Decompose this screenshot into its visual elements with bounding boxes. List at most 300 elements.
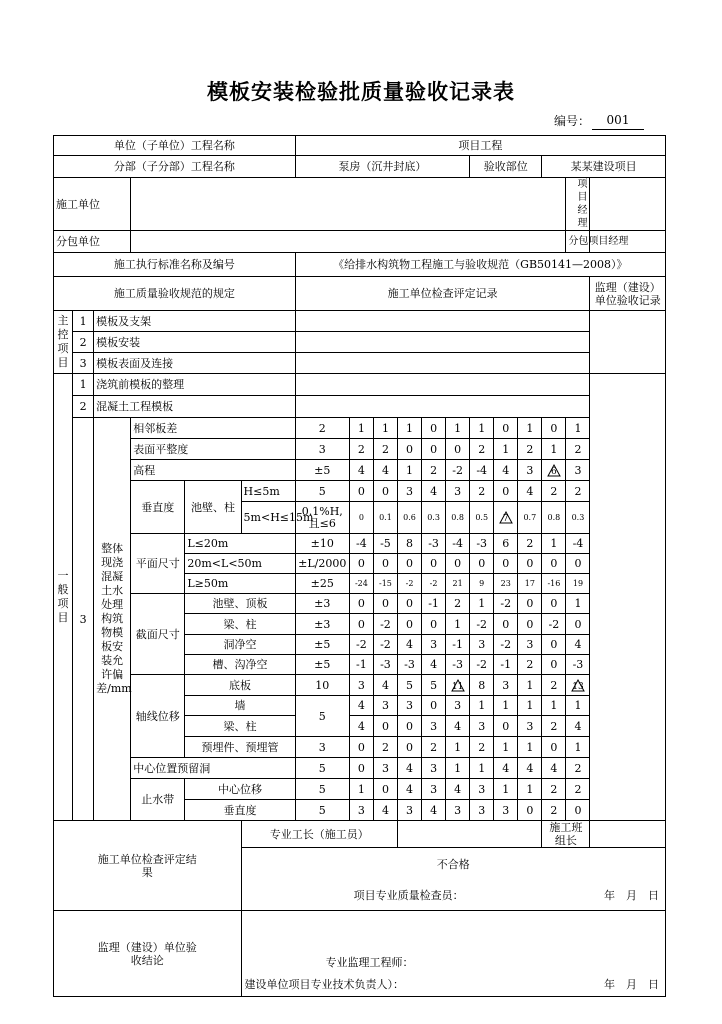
measured-value[interactable]: 0.7 [518,502,542,534]
measured-value[interactable]: 0.6 [397,502,421,534]
allowed-deviation: 3 [295,439,349,460]
measured-value[interactable]: 2 [566,439,590,460]
measured-value[interactable]: 1 [518,737,542,758]
measured-value[interactable]: -1 [422,594,446,614]
measured-value[interactable]: 4 [422,481,446,502]
unit-project-value[interactable]: 项目工程 [295,136,665,156]
measured-value[interactable]: 3 [422,779,446,800]
measured-value[interactable]: 2 [566,758,590,779]
measured-value[interactable]: 3 [518,460,542,481]
contractor-record-cell[interactable] [295,353,590,374]
serial-label: 编号： [554,114,591,128]
measured-value[interactable]: 0 [542,594,566,614]
measured-value[interactable]: 3 [518,635,542,655]
measured-value[interactable]: 0 [397,439,421,460]
measured-value[interactable]: 3 [446,696,470,716]
measured-value[interactable]: 4 [566,716,590,737]
measured-value[interactable]: 0 [422,696,446,716]
measured-value[interactable]: 0 [373,594,397,614]
supervisor-result-label: 监理（建设）单位验收结论 [54,911,242,997]
measured-value[interactable]: 4 [446,779,470,800]
quality-inspector-label: 项目专业质量检查员： [241,882,518,911]
measured-value[interactable]: 1 [518,779,542,800]
measured-value[interactable]: 0 [349,481,373,502]
acceptance-part-value[interactable]: 某某建设项目 [542,156,666,178]
owner-tech-lead-label: 建设单位项目专业技术负责人）： [241,973,518,997]
measured-value[interactable]: 1 [566,418,590,439]
project-manager-value[interactable] [590,178,666,231]
measured-value[interactable]: 3 [494,675,518,696]
measured-value[interactable]: 3 [422,716,446,737]
tolerance-item: L≤20m [185,534,295,554]
group-label: 垂直度 [131,481,185,534]
measured-value[interactable]: 0 [397,554,421,574]
measured-value[interactable]: 0.5 [470,502,494,534]
supervisor-conclusion[interactable] [241,911,665,953]
measured-value[interactable]: 0 [518,594,542,614]
page-title: 模板安装检验批质量验收记录表 [207,79,515,104]
measured-value[interactable]: 3 [494,800,518,821]
sub-project-value[interactable]: 泵房（沉井封底） [295,156,469,178]
measured-value[interactable]: 4 [494,758,518,779]
general-row [54,374,666,396]
measured-value[interactable]: 0 [542,418,566,439]
tolerance-item: 20m<L<50m [185,554,295,574]
allowed-deviation: ±5 [295,460,349,481]
measured-value[interactable]: 3 [470,779,494,800]
measured-value[interactable]: 2 [422,460,446,481]
measured-value[interactable]: -4 [566,534,590,554]
measured-value[interactable]: 0 [566,554,590,574]
measured-value[interactable]: 1 [494,737,518,758]
contractor-record-header: 施工单位检查评定记录 [295,277,590,311]
measured-value[interactable]: 4 [373,675,397,696]
measured-value[interactable]: 1 [446,737,470,758]
sub-project-row [54,156,666,178]
tolerance-item: 梁、柱 [185,614,295,635]
item-number: 1 [73,311,94,332]
measured-value[interactable]: 0 [542,737,566,758]
tolerance-item: 池壁、顶板 [185,594,295,614]
measured-value[interactable]: -15 [373,574,397,594]
measured-value[interactable]: 0 [566,800,590,821]
measured-value[interactable]: 3 [470,635,494,655]
measured-value[interactable]: -5 [373,534,397,554]
team-leader-value[interactable] [590,821,666,848]
measured-value[interactable]: -2 [542,614,566,635]
measured-value[interactable]: 0 [373,481,397,502]
measured-value[interactable]: 3 [566,460,590,481]
measured-value[interactable]: 1 [494,696,518,716]
evaluation-result[interactable]: 不合格 [241,848,665,882]
supervisor-record-header: 监理（建设）单位验收记录 [590,277,666,311]
tolerance-item: 墙 [185,696,295,716]
measured-value[interactable]: 2 [542,481,566,502]
measured-value[interactable]: -1 [446,635,470,655]
subcontractor-value[interactable] [131,231,566,253]
construction-unit-label: 施工单位 [54,178,131,231]
measured-value[interactable]: 0.3 [566,502,590,534]
general-row [54,396,666,418]
flag-triangle-icon: 11 [451,681,464,692]
measured-value[interactable]: 4 [494,460,518,481]
measured-value[interactable]: 4 [518,758,542,779]
contractor-record-cell[interactable] [295,396,590,418]
measured-value[interactable]: 0 [446,439,470,460]
allowed-deviation: 5 [295,481,349,502]
main-control-row [54,353,666,374]
standard-label: 施工执行标准名称及编号 [54,253,296,277]
measured-value[interactable]: 23 [494,574,518,594]
measured-value[interactable]: 0 [373,779,397,800]
measured-value[interactable]: 4 [349,696,373,716]
measured-value[interactable]: -24 [349,574,373,594]
measured-value[interactable]: 0 [397,737,421,758]
item-number: 3 [73,418,94,821]
measured-value[interactable]: -4 [349,534,373,554]
measured-value[interactable]: 4 [422,655,446,675]
measured-value[interactable]: 0 [566,614,590,635]
foreman-value[interactable] [397,821,541,848]
standard-value[interactable]: 《给排水构筑物工程施工与验收规范（GB50141—2008）》 [295,253,665,277]
allowed-deviation: ±3 [295,594,349,614]
measured-value[interactable]: 4 [566,635,590,655]
measured-value[interactable]: 0 [397,716,421,737]
measured-value[interactable]: 5 [397,675,421,696]
measured-value[interactable] [494,502,518,534]
measured-value[interactable]: 2 [422,737,446,758]
general-label: 一般项目 [54,374,73,821]
measured-value[interactable]: 1 [542,534,566,554]
measured-value[interactable]: 3 [397,800,421,821]
measured-value[interactable]: 3 [373,696,397,716]
measured-value[interactable]: 2 [373,439,397,460]
measured-value[interactable]: 17 [518,574,542,594]
group-label: 轴线位移 [131,675,185,758]
sub-project-label: 分部（子分部）工程名称 [54,156,296,178]
main-control-row [54,311,666,332]
tolerance-item: 梁、柱 [185,716,295,737]
measured-value[interactable]: 4 [518,481,542,502]
measured-value[interactable]: 0 [494,418,518,439]
measured-value[interactable]: 0 [349,758,373,779]
measured-value[interactable]: 2 [470,439,494,460]
measured-value[interactable]: 1 [494,779,518,800]
measured-value[interactable]: 3 [470,716,494,737]
measured-value[interactable]: 0 [494,554,518,574]
item-number: 2 [73,332,94,353]
measured-value[interactable]: 1 [518,418,542,439]
measured-value[interactable]: 0 [373,554,397,574]
measured-value[interactable]: 4 [373,460,397,481]
measured-value[interactable]: -1 [349,655,373,675]
measured-value[interactable]: -2 [349,635,373,655]
measured-value[interactable]: -2 [470,655,494,675]
measured-value[interactable]: 0 [494,614,518,635]
measured-value[interactable]: 19 [566,574,590,594]
unit-project-row [54,136,666,156]
measured-value[interactable]: 2 [446,594,470,614]
allowed-deviation: 5 [295,696,349,737]
measured-value[interactable]: 4 [397,758,421,779]
construction-unit-row [54,178,666,231]
tolerance-item: 表面平整度 [131,439,295,460]
measured-value[interactable]: 1 [470,594,494,614]
measured-value[interactable]: 2 [373,737,397,758]
supervisor-record-cell[interactable] [590,311,666,374]
measured-value[interactable]: 0 [542,655,566,675]
tolerance-row [54,675,666,696]
measured-value[interactable]: -2 [494,635,518,655]
measured-value[interactable]: 1 [470,758,494,779]
measured-value[interactable]: 1 [518,696,542,716]
main-control-item-name: 模板及支架 [94,311,296,332]
supervisor-record-cell[interactable] [590,374,666,821]
measured-value[interactable]: 1 [446,418,470,439]
measured-value[interactable]: 1 [446,614,470,635]
group-label: 平面尺寸 [131,534,185,594]
measured-value[interactable]: 4 [542,758,566,779]
tolerance-row [54,534,666,554]
measured-value[interactable]: 2 [349,439,373,460]
measured-value[interactable]: 0 [397,614,421,635]
measured-value[interactable]: -16 [542,574,566,594]
measured-value[interactable]: 0.1 [373,502,397,534]
measured-value[interactable]: 3 [422,758,446,779]
measured-value[interactable]: 5 [422,675,446,696]
measured-value[interactable]: 2 [542,779,566,800]
supervisor-result-row [54,911,666,953]
project-manager-label: 项目经理 [566,178,590,231]
measured-value[interactable]: -2 [422,574,446,594]
measured-value[interactable]: -2 [373,614,397,635]
measured-value[interactable]: 2 [542,675,566,696]
measured-value[interactable]: 0 [470,554,494,574]
general-item-name: 浇筑前模板的整理 [94,374,296,396]
measured-value[interactable]: 3 [349,800,373,821]
tolerance-row [54,460,666,481]
measured-value[interactable]: 21 [446,574,470,594]
date-label: 年 月 日 [518,973,666,997]
measured-value[interactable]: 3 [446,800,470,821]
measured-value[interactable] [446,675,470,696]
measured-value[interactable]: 3 [470,800,494,821]
measured-value[interactable]: 3 [373,758,397,779]
measured-value[interactable]: 8 [397,534,421,554]
measured-value[interactable]: 4 [446,716,470,737]
measured-value[interactable]: 1 [470,418,494,439]
measured-value[interactable]: 4 [349,716,373,737]
tolerance-item: 洞净空 [185,635,295,655]
allowed-deviation: 5 [295,800,349,821]
subcontractor-row [54,231,666,253]
tolerance-row [54,594,666,614]
measured-value[interactable]: 0 [494,481,518,502]
measured-value[interactable]: 1 [397,418,421,439]
measured-value[interactable] [542,460,566,481]
measured-value[interactable]: -2 [373,635,397,655]
measured-value[interactable]: 4 [422,800,446,821]
measured-value[interactable]: 2 [470,737,494,758]
measured-value[interactable]: 4 [373,800,397,821]
date-label: 年 月 日 [518,882,666,911]
measured-value[interactable]: 2 [542,800,566,821]
contractor-result-label: 施工单位检查评定结果 [54,821,242,911]
measured-value[interactable]: 0 [494,716,518,737]
measured-value[interactable]: 2 [518,655,542,675]
measured-value[interactable]: 0 [349,502,373,534]
serial-value: 001 [592,112,644,130]
allowed-deviation: 0.1%H,且≤6 [295,502,349,534]
tolerance-item: 槽、沟净空 [185,655,295,675]
allowed-deviation: ±25 [295,574,349,594]
standard-row [54,253,666,277]
supervising-engineer-label: 专业监理工程师： [241,953,665,973]
measured-value[interactable]: 0 [446,554,470,574]
measured-value[interactable]: -4 [470,460,494,481]
measured-value[interactable]: -4 [446,534,470,554]
measured-value[interactable]: 1 [349,418,373,439]
measured-value[interactable]: 3 [422,635,446,655]
allowed-deviation: ±5 [295,655,349,675]
allowed-deviation: 3 [295,737,349,758]
measured-value[interactable]: 1 [542,439,566,460]
allowed-deviation: 10 [295,675,349,696]
item-number: 3 [73,353,94,374]
measured-value[interactable]: 0.8 [542,502,566,534]
tolerance-item: 中心位置预留洞 [131,758,295,779]
measured-value[interactable]: 1 [494,439,518,460]
measured-value[interactable]: 2 [470,481,494,502]
contractor-record-cell[interactable] [295,374,590,396]
item-number: 1 [73,374,94,396]
sub-project-manager-label: 分包项目经理 [566,231,590,253]
measured-value[interactable]: 0.3 [422,502,446,534]
construction-unit-value[interactable] [131,178,566,231]
measured-value[interactable]: 0 [422,554,446,574]
measured-value[interactable]: 1 [397,460,421,481]
measured-value[interactable]: 0 [349,594,373,614]
measured-value[interactable]: 0 [422,439,446,460]
measured-value[interactable]: -3 [373,655,397,675]
contractor-record-cell[interactable] [295,332,590,353]
measured-value[interactable]: 4 [397,779,421,800]
measured-value[interactable]: 1 [566,737,590,758]
measured-value[interactable]: 0 [542,554,566,574]
measured-value[interactable]: 0 [349,614,373,635]
tolerance-item: 相邻板差 [131,418,295,439]
group-label: 池壁、柱 [185,481,241,534]
measured-value[interactable]: 3 [446,481,470,502]
measured-value[interactable]: 1 [349,779,373,800]
spec-column-header: 施工质量验收规范的规定 [54,277,296,311]
tolerance-item: 底板 [185,675,295,696]
tolerance-item: 预埋件、预埋管 [185,737,295,758]
measured-value[interactable]: 0 [422,418,446,439]
measured-value[interactable]: 1 [470,696,494,716]
main-control-label: 主控项目 [54,311,73,374]
measured-value[interactable]: 0 [349,554,373,574]
acceptance-part-label: 验收部位 [470,156,542,178]
measured-value[interactable]: 4 [349,460,373,481]
contractor-record-cell[interactable] [295,311,590,332]
foreman-label: 专业工长（施工员） [241,821,397,848]
measured-value[interactable]: 2 [566,779,590,800]
flag-triangle-icon: 13 [572,681,584,692]
measured-value[interactable]: -3 [566,655,590,675]
measured-value[interactable]: -3 [397,655,421,675]
measured-value[interactable]: -3 [470,534,494,554]
allowed-deviation: ±5 [295,635,349,655]
group-label: 止水带 [131,779,185,821]
allowed-deviation: ±L/2000 [295,554,349,574]
measured-value[interactable]: 8 [470,675,494,696]
measured-value[interactable]: 0 [349,737,373,758]
measured-value[interactable]: 1 [566,696,590,716]
measured-value[interactable]: 6 [494,534,518,554]
measured-value[interactable]: 2 [518,534,542,554]
allowed-deviation: ±3 [295,614,349,635]
flag-triangle-icon: 6 [547,464,561,477]
measured-value[interactable]: 0 [373,716,397,737]
measured-value[interactable]: 0 [542,635,566,655]
measured-value[interactable]: 0.8 [446,502,470,534]
measured-value[interactable]: 1 [566,594,590,614]
group-label: 截面尺寸 [131,594,185,675]
measured-value[interactable]: 0 [518,614,542,635]
general-item-name: 混凝土工程模板 [94,396,296,418]
measured-value[interactable]: 9 [470,574,494,594]
unit-project-label: 单位（子单位）工程名称 [54,136,296,156]
measured-value[interactable]: -3 [446,655,470,675]
measured-value[interactable]: -2 [494,594,518,614]
measured-value[interactable]: 0 [518,800,542,821]
measured-value[interactable]: -1 [494,655,518,675]
tolerance-item: L≥50m [185,574,295,594]
measured-value[interactable]: 1 [373,418,397,439]
measured-value[interactable]: 3 [397,696,421,716]
measured-value[interactable] [566,675,590,696]
measured-value[interactable]: 0 [397,594,421,614]
measured-value[interactable]: -2 [470,614,494,635]
tolerance-item: 5m<H≤15m [241,502,295,534]
main-control-item-name: 模板表面及连接 [94,353,296,374]
allowed-deviation: ±10 [295,534,349,554]
measured-value[interactable]: 2 [518,439,542,460]
tolerance-item: 垂直度 [185,800,295,821]
measured-value[interactable]: 3 [518,716,542,737]
measured-value[interactable]: 3 [349,675,373,696]
flag-triangle-icon: 7 [499,511,513,524]
column-header-row [54,277,666,311]
measured-value[interactable]: 1 [518,675,542,696]
measured-value[interactable]: -3 [422,534,446,554]
measured-value[interactable]: 0 [422,614,446,635]
measured-value[interactable]: 2 [566,481,590,502]
measured-value[interactable]: 1 [542,696,566,716]
tolerance-row [54,758,666,779]
main-control-row [54,332,666,353]
measured-value[interactable]: 0 [518,554,542,574]
measured-value[interactable]: 3 [397,481,421,502]
tolerance-item: H≤5m [241,481,295,502]
measured-value[interactable]: 2 [542,716,566,737]
measured-value[interactable]: 1 [446,758,470,779]
measured-value[interactable]: -2 [446,460,470,481]
measured-value[interactable]: 4 [397,635,421,655]
measured-value[interactable]: -2 [397,574,421,594]
item3-label: 整体现浇混凝土水处理构筑物模板安装允许偏差/mm [94,418,131,821]
